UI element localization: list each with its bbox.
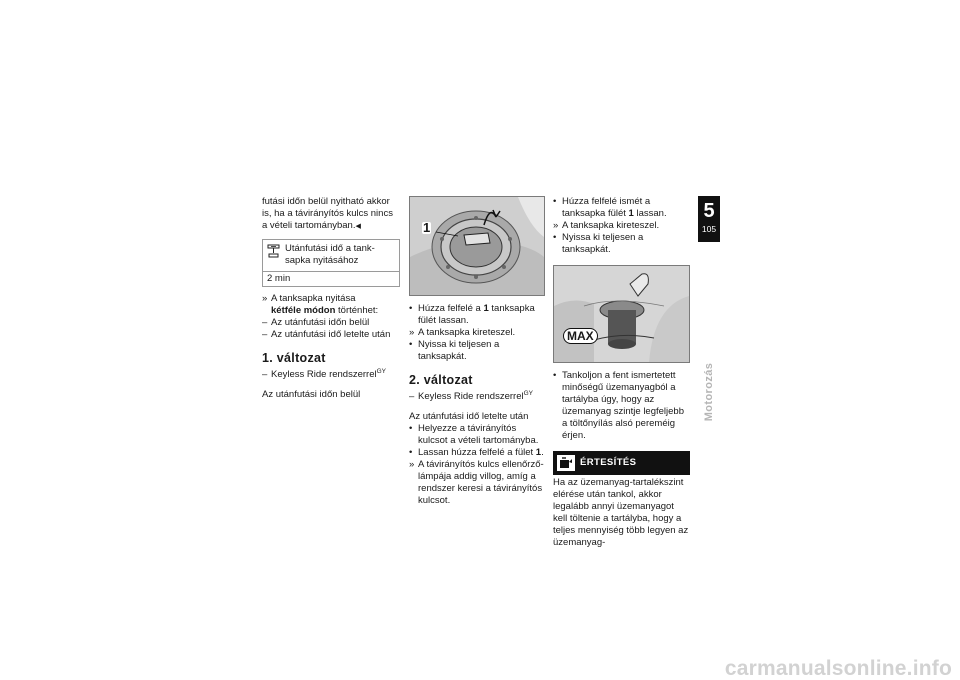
bullet-item: • Nyissa ki teljesen a tanksapkát. — [409, 339, 500, 362]
intro-text: futási időn belül nyitható akkor is, ha a távirányítós kulcs nincs a vételi tartományban.◀ — [262, 196, 393, 231]
arrow-marker-icon: » — [553, 220, 559, 231]
paragraph: Az utánfutási idő letelte után — [409, 411, 529, 422]
notice-header — [553, 451, 690, 475]
bullet-item: • Tankoljon a fent ismertetett minőségű üzemanyagból a tartályba úgy, hogy az üzemanyag szintje legfeljebb a töltőnyílás alsó pereméig érjen. — [553, 370, 684, 441]
bullet-marker-icon: • — [409, 303, 413, 314]
dash-item: – Keyless Ride rendszerrel$^{GY}$ — [262, 367, 387, 380]
bullet-item: • Húzza felfelé ismét a tanksapka fülét 1 lassan. — [553, 196, 667, 219]
fuel-cap-icon — [267, 243, 285, 267]
result-item: » A tanksapka kireteszel. — [553, 220, 660, 231]
dash-item: – Az utánfutási idő letelte után — [262, 329, 391, 340]
section-heading: 2. változat — [409, 373, 473, 387]
bullet-item: • Húzza felfelé a 1 tanksapka fülét lassan. — [409, 303, 535, 326]
fuel-cap-figure — [409, 196, 545, 296]
bullet-item: • Lassan húzza felfelé a fület 1. — [409, 447, 544, 458]
column-middle — [409, 196, 545, 507]
bullet-item: • Nyissa ki teljesen a tanksapkát. — [553, 232, 644, 255]
spec-label: Utánfutási idő a tanksapka nyitásához — [285, 243, 375, 266]
dash-marker-icon: – — [262, 317, 268, 328]
max-label: MAX — [563, 328, 598, 344]
dash-marker-icon: – — [262, 329, 268, 340]
arrow-marker-icon: » — [262, 293, 268, 304]
chapter-tab — [698, 196, 720, 242]
arrow-marker-icon: » — [409, 327, 415, 338]
fuel-level-figure — [553, 265, 690, 363]
dash-item: – Az utánfutási időn belül — [262, 317, 370, 328]
bullet-marker-icon: • — [553, 196, 557, 207]
chapter-title-vertical: Motorozás — [703, 362, 715, 422]
bullet-marker-icon: • — [409, 447, 413, 458]
paragraph: Az utánfutási időn belül — [262, 389, 361, 400]
bullet-marker-icon: • — [553, 232, 557, 243]
bullet-marker-icon: • — [553, 370, 557, 381]
dash-marker-icon: – — [409, 391, 415, 402]
notice-text: Ha az üzemanyag-tartalékszint elérése után tankol, akkor legalább annyi üzemanyagot kell töltenie a tartályba, hogy a teljes mennyiség több legyen az üzemanyag- — [553, 477, 689, 548]
result-item: » A távirányítós kulcs ellenőrzőlámpája addig villog, amíg a rendszer keresi a távirányítós kulcsot. — [409, 459, 544, 506]
bullet-marker-icon: • — [409, 339, 413, 350]
page-number: 105 — [701, 224, 717, 234]
end-marker-icon: ◀ — [355, 223, 361, 230]
bullet-marker-icon: • — [409, 423, 413, 434]
result-item: » A tanksapka kireteszel. — [409, 327, 516, 338]
watermark: carmanualsonline.info — [724, 657, 952, 680]
spec-value: 2 min — [267, 273, 291, 284]
chapter-number: 5 — [703, 200, 715, 222]
warning-icon — [557, 455, 575, 471]
column-right — [553, 196, 690, 549]
result-item: » A tanksapka nyitása kétféle módon történhet: — [262, 293, 379, 316]
column-left — [262, 196, 400, 401]
arrow-marker-icon: » — [409, 459, 415, 470]
figure-callout-label: 1 — [423, 220, 431, 235]
dash-marker-icon: – — [262, 369, 268, 380]
notice-title: ÉRTESÍTÉS — [580, 457, 637, 468]
bullet-item: • Helyezze a távirányítós kulcsot a vételi tartományba. — [409, 423, 539, 446]
dash-item: – Keyless Ride rendszerrel$^{GY}$ — [409, 389, 534, 402]
section-heading: 1. változat — [262, 351, 326, 365]
spec-box — [262, 239, 400, 287]
